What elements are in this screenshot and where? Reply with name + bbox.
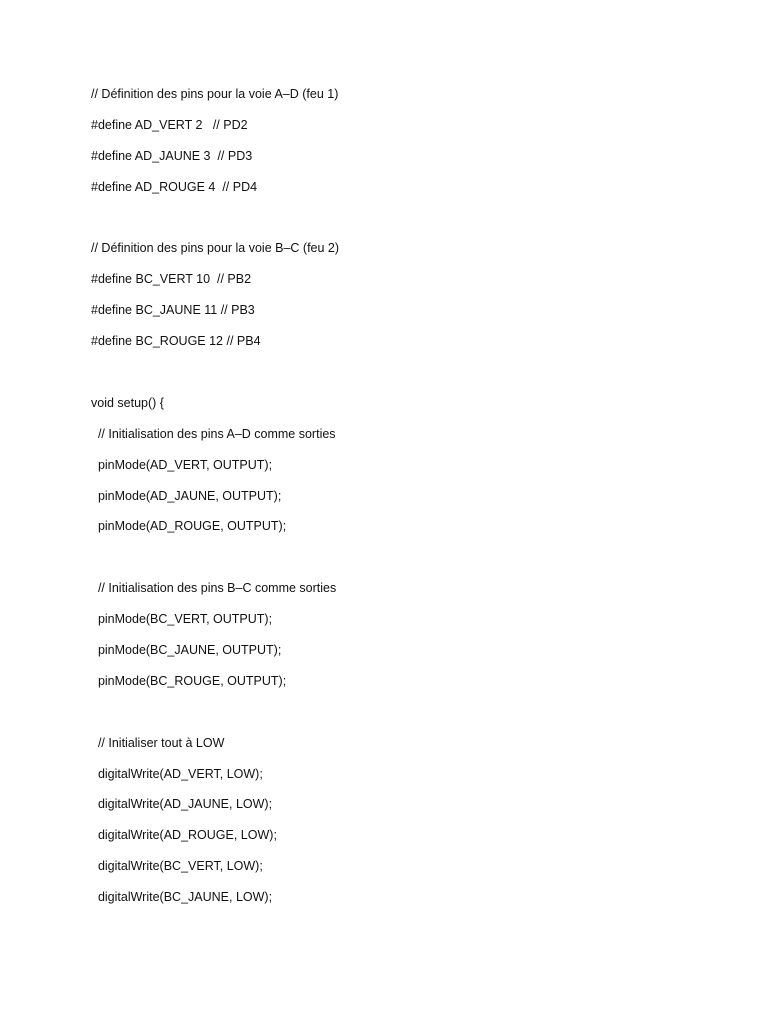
code-line: digitalWrite(BC_VERT, LOW);	[91, 859, 263, 874]
code-line: digitalWrite(AD_VERT, LOW);	[91, 766, 263, 781]
code-line: pinMode(AD_VERT, OUTPUT);	[91, 457, 273, 472]
code-line: digitalWrite(BC_JAUNE, LOW);	[91, 890, 273, 905]
code-line: #define BC_ROUGE 12 // PB4	[91, 334, 261, 349]
code-line: #define BC_VERT 10 // PB2	[91, 272, 252, 287]
code-line: digitalWrite(AD_JAUNE, LOW);	[91, 797, 273, 812]
code-line: digitalWrite(AD_ROUGE, LOW);	[91, 828, 277, 843]
blank-line	[91, 208, 691, 239]
code-line: #define AD_VERT 2 // PD2	[91, 117, 248, 132]
code-line: #define AD_ROUGE 4 // PD4	[91, 179, 258, 194]
code-line: pinMode(BC_VERT, OUTPUT);	[91, 612, 273, 627]
code-line: // Initialiser tout à LOW	[91, 735, 225, 750]
code-line: // Définition des pins pour la voie B–C (feu 2)	[91, 241, 340, 256]
code-line: // Initialisation des pins A–D comme sorties	[91, 426, 336, 441]
code-line: #define BC_JAUNE 11 // PB3	[91, 303, 255, 318]
code-line: void setup() {	[91, 395, 164, 410]
code-line: #define AD_JAUNE 3 // PD3	[91, 148, 253, 163]
code-line: pinMode(BC_JAUNE, OUTPUT);	[91, 643, 282, 658]
code-line: pinMode(AD_ROUGE, OUTPUT);	[91, 519, 287, 534]
code-line: // Initialisation des pins B–C comme sorties	[91, 581, 337, 596]
blank-line	[91, 547, 691, 578]
blank-line	[91, 362, 691, 393]
code-line: pinMode(BC_ROUGE, OUTPUT);	[91, 673, 287, 688]
blank-line	[91, 702, 691, 733]
code-line: pinMode(AD_JAUNE, OUTPUT);	[91, 488, 282, 503]
code-line: // Définition des pins pour la voie A–D (feu 1)	[91, 87, 339, 101]
code-text-block	[91, 84, 691, 918]
